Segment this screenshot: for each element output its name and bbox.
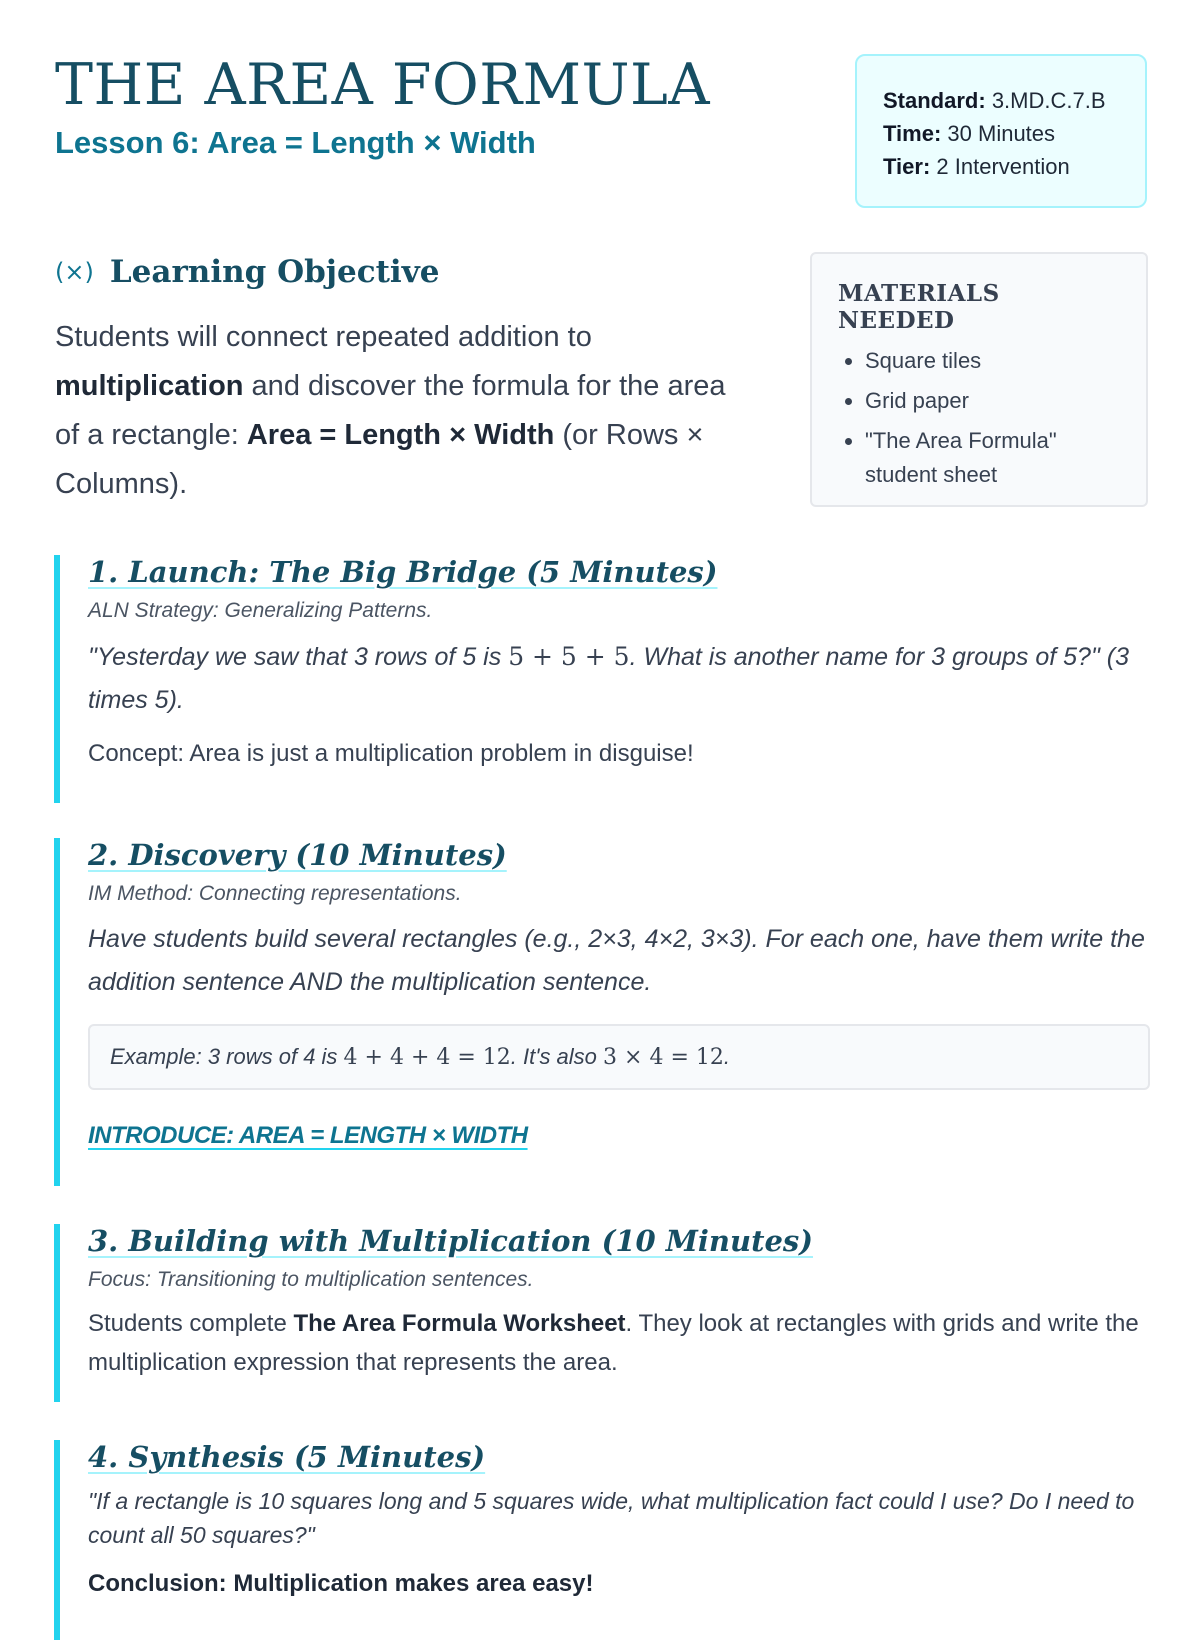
meta-tier	[883, 150, 1119, 183]
objective-bold-multiplication: multiplication	[55, 370, 244, 402]
example-math-multiplication: 3 × 4 = 12	[603, 1045, 724, 1070]
meta-time-label: Time:	[883, 121, 942, 146]
objective-heading	[55, 254, 439, 290]
section-building	[54, 1224, 1150, 1402]
worksheet-name: The Area Formula Worksheet	[293, 1310, 626, 1337]
synthesis-conclusion: Conclusion: Multiplication makes area easy!	[88, 1570, 594, 1597]
section-synthesis	[54, 1440, 1150, 1640]
meta-time-value: 30 Minutes	[947, 121, 1056, 146]
synthesis-quote: "If a rectangle is 10 squares long and 5 squares wide, what multiplication fact could I use? Do I need to count all 50 squares?"	[88, 1488, 1135, 1548]
discovery-title: 2. Discovery (10 Minutes)	[88, 838, 507, 872]
building-title: 3. Building with Multiplication (10 Minutes)	[88, 1224, 813, 1258]
lesson-meta-box	[855, 54, 1147, 208]
meta-standard-label: Standard:	[883, 88, 986, 113]
materials-title: MATERIALS NEEDED	[838, 280, 1000, 334]
materials-list	[838, 344, 1120, 492]
meta-tier-value: 2 Intervention	[936, 154, 1070, 179]
launch-strategy: ALN Strategy: Generalizing Patterns.	[88, 599, 433, 622]
materials-item: • Grid paper	[865, 384, 1120, 418]
materials-item: • Square tiles	[865, 344, 1120, 378]
objective-title: Learning Objective	[109, 254, 440, 290]
discovery-method: IM Method: Connecting representations.	[88, 882, 462, 905]
example-math-addition: 4 + 4 + 4 = 12	[343, 1045, 511, 1070]
meta-standard	[883, 84, 1119, 117]
launch-quote: "Yesterday we saw that 3 rows of 5 is 5 + 5 + 5. What is another name for 3 groups of 5?" (3 times 5).	[88, 642, 1130, 714]
section-discovery	[54, 838, 1150, 1186]
synthesis-title: 4. Synthesis (5 Minutes)	[88, 1440, 486, 1474]
introduce-formula: INTRODUCE: AREA = LENGTH × WIDTH	[88, 1122, 528, 1149]
meta-standard-value: 3.MD.C.7.B	[991, 88, 1106, 113]
objective-text: Students will connect repeated addition to multiplication and discover the formula for the area of a rectangle: Area = Length × Width (or Rows × Columns).	[55, 321, 726, 500]
materials-item: • "The Area Formula" student sheet	[865, 424, 1120, 492]
launch-math: 5 + 5 + 5	[508, 642, 630, 671]
building-text: Students complete The Area Formula Worksheet. They look at rectangles with grids and write the multiplication expression that represents the area.	[88, 1310, 1139, 1376]
building-focus: Focus: Transitioning to multiplication sentences.	[88, 1268, 534, 1291]
objective-bold-formula: Area = Length × Width	[246, 419, 555, 451]
materials-box	[810, 252, 1148, 507]
discovery-text: Have students build several rectangles (e.g., 2×3, 4×2, 3×3). For each one, have them write the addition sentence AND the multiplication sentence.	[88, 925, 1145, 996]
page-title: THE AREA FORMULA	[55, 52, 711, 118]
meta-time	[883, 117, 1119, 150]
meta-tier-label: Tier:	[883, 154, 931, 179]
discovery-example: Example: 3 rows of 4 is 4 + 4 + 4 = 12. It's also 3 × 4 = 12.	[88, 1024, 1150, 1090]
launch-concept: Concept: Area is just a multiplication problem in disguise!	[88, 740, 694, 767]
section-launch	[54, 555, 1150, 803]
launch-title: 1. Launch: The Big Bridge (5 Minutes)	[88, 555, 718, 589]
multiply-icon: (×)	[55, 258, 94, 286]
lesson-subtitle: Lesson 6: Area = Length × Width	[55, 125, 536, 160]
